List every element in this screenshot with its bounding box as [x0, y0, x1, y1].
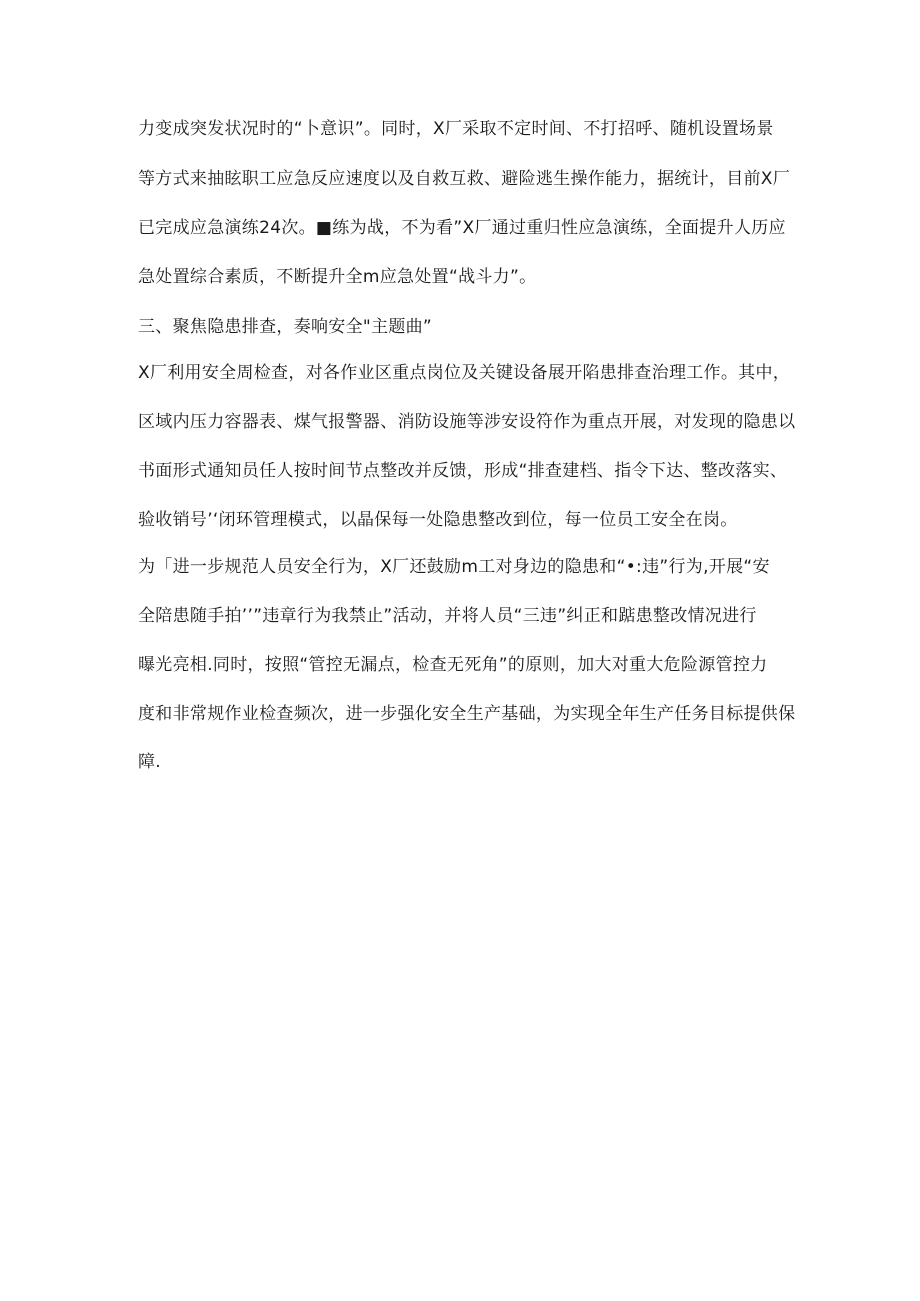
paragraph-line: 区域内压力容器表、煤气报警器、消防设施等涉安设符作为重点开展，对发现的隐患以 — [138, 412, 796, 432]
paragraph-line: 度和非常规作业检查频次，进一步强化安全生产基础，为实现全年生产任务目标提供保 — [138, 704, 796, 724]
paragraph-line: 已完成应急演练24次。■练为战，不为看”X厂通过重归性应急演练，全面提升人历应 — [138, 218, 786, 238]
paragraph-line: X厂利用安全周检查，对各作业区重点岗位及关键设备展开陷患排查治理工作。其中， — [138, 363, 791, 383]
paragraph-line: 全陪患随手拍’’”违章行为我禁止”活动，并将人员“三违”纠正和踮患整改情况进行 — [138, 606, 757, 626]
paragraph-line: 力变成突发状况时的“卜意识”。同时，X厂采取不定时间、不打招呼、随机设置场景 — [138, 119, 774, 139]
document-body — [138, 0, 796, 780]
paragraph-line: 急处置综合素质，不断提升全m应急处置“战斗力”。 — [138, 267, 537, 287]
paragraph-line: 曝光亮相.同时，按照“管控无漏点，检查无死角”的原则，加大对重大危险源管控力 — [138, 655, 768, 675]
paragraph-line: 障. — [138, 752, 162, 772]
paragraph-line: 等方式来抽眩职工应急反应速度以及自救互救、避险逃生操作能力，据统计，目前X厂 — [138, 169, 791, 189]
paragraph-line: 验收销号’‘闭环管理模式，以晶保每一处隐患整改到位，每一位员工安全在岗。 — [138, 510, 738, 530]
paragraph-line: 书面形式通知员任人按时间节点整改并反馈，形成“排查建档、指令下达、整改落实、 — [138, 461, 788, 481]
section-heading: 三、聚焦隐患排查，奏响安全"主题曲” — [138, 317, 433, 337]
paragraph-line: 为「进一步规范人员安全行为，X厂还鼓励m工对身边的隐患和“•:违”行为,开展“安 — [138, 557, 770, 577]
